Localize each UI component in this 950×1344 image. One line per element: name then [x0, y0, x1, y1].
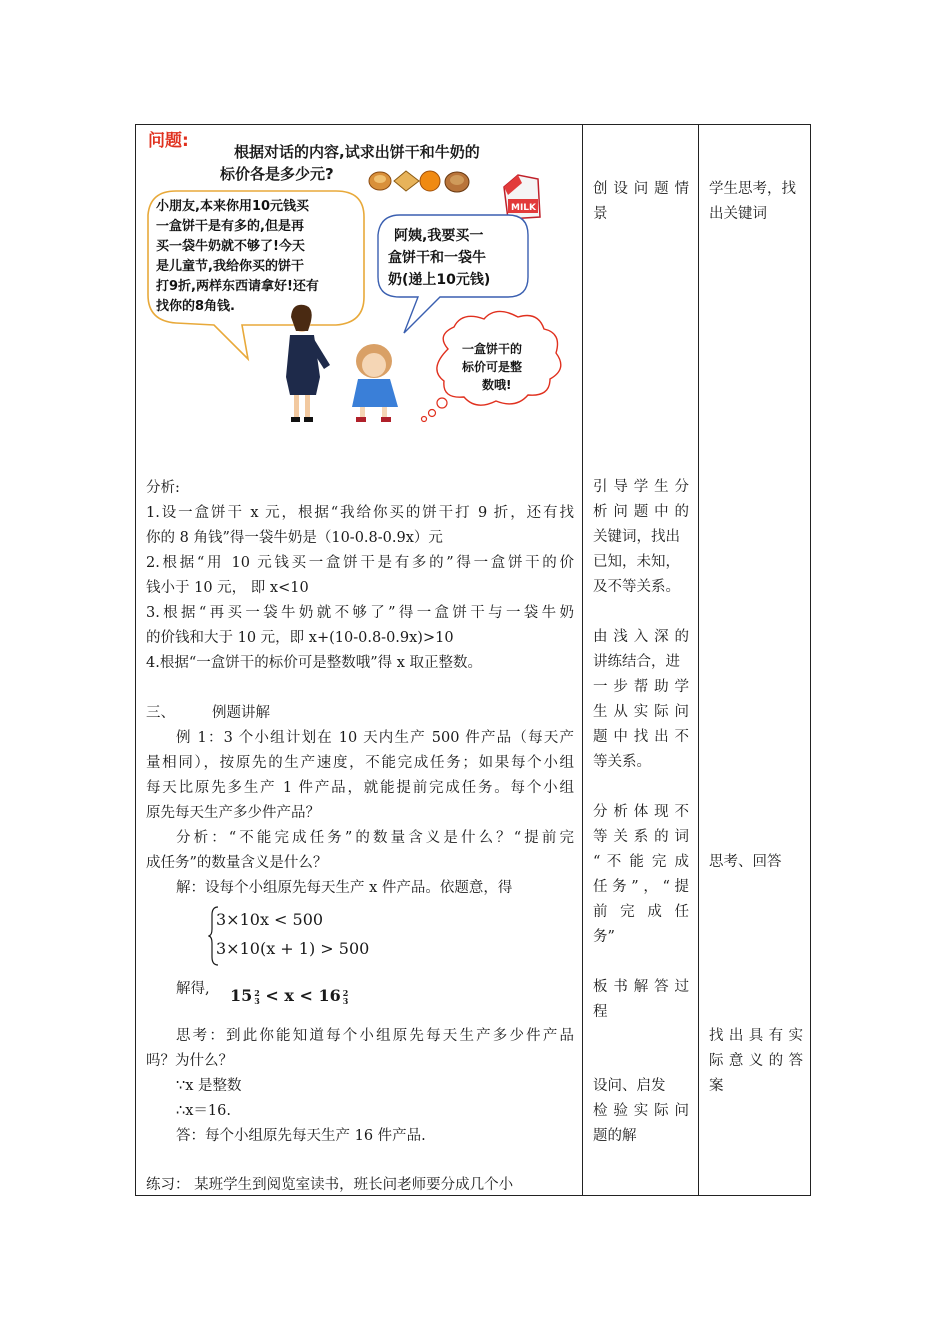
student-line: 学生思考，找 — [709, 181, 796, 197]
speech-line: 盒饼干和一袋牛 — [388, 250, 486, 266]
speech-line: 阿姨,我要买一 — [394, 228, 484, 244]
example-line: 解：设每个小组原先每天生产 x 件产品。依题意，得 — [176, 880, 513, 896]
activity-line: 前 完 成 任 — [593, 904, 689, 920]
think-line: ∵x 是整数 — [176, 1078, 242, 1094]
speech-line: 小朋友,本来你用10元钱买 — [156, 199, 310, 214]
thought-line: 标价可是整 — [462, 360, 523, 374]
fraction: 2 3 — [342, 987, 349, 1006]
activity-line: 一 步 帮 助 学 — [593, 679, 689, 695]
analysis-line: 钱小于 10 元， 即 x<10 — [146, 580, 309, 596]
student-line: 际 意 义 的 答 — [709, 1053, 803, 1069]
activity-line: 引 导 学 生 分 — [593, 479, 689, 495]
biscuit-icon — [394, 171, 419, 191]
problem-title: 标价各是多少元? — [220, 165, 334, 183]
problem-label: 问题: — [148, 131, 189, 151]
analysis-heading: 分析: — [146, 480, 180, 496]
think-line: 吗？为什么？ — [146, 1053, 233, 1069]
student-line: 案 — [709, 1078, 724, 1094]
fraction: 2 3 — [254, 987, 260, 1006]
think-line: 答：每个小组原先每天生产 16 件产品. — [176, 1128, 426, 1144]
activity-line: 等关系。 — [593, 754, 651, 770]
analysis-line: 你的 8 角钱”得一袋牛奶是（10-0.8-0.9x）元 — [146, 530, 443, 546]
section-number: 三、 — [146, 705, 175, 721]
student-activity-column — [699, 125, 811, 1195]
activity-line: 及不等关系。 — [593, 579, 680, 595]
example-line: 每天比原先多生产 1 件产品，就能提前完成任务。每个小组 — [146, 780, 574, 796]
activity-line: 务” — [593, 929, 615, 945]
think-line: 思考：到此你能知道每个小组原先每天生产多少件产品 — [176, 1028, 574, 1044]
example-line: 例 1：3 个小组计划在 10 天内生产 500 件产品（每天产 — [176, 730, 574, 746]
cookie-icon — [445, 172, 469, 192]
activity-line: 任务”，“提 — [593, 879, 689, 895]
problem-title: 根据对话的内容,试求出饼干和牛奶的 — [234, 143, 480, 161]
activity-line: 由 浅 入 深 的 — [593, 629, 689, 645]
orange-icon — [420, 171, 440, 191]
thought-line: 数哦! — [482, 378, 512, 392]
milk-label: MILK — [511, 203, 537, 213]
student-line: 出关键词 — [709, 206, 767, 222]
teacher-activity-column — [583, 125, 698, 1195]
student-line: 找 出 具 有 实 — [709, 1028, 803, 1044]
activity-line: 讲练结合，进 — [593, 654, 680, 670]
activity-line: 创 设 问 题 情 — [593, 181, 689, 197]
activity-line: 生 从 实 际 问 — [593, 704, 689, 720]
mooncake-icon — [369, 172, 391, 190]
analysis-line: 4.根据“一盒饼干的标价可是整数哦”得 x 取正整数。 — [146, 655, 483, 671]
activity-line: “ 不 能 完 成 — [593, 854, 689, 870]
milk-carton-icon — [504, 175, 540, 219]
example-line: 分析：“不能完成任务”的数量含义是什么？“提前完 — [176, 830, 574, 846]
activity-line: 关键词，找出 — [593, 529, 680, 545]
analysis-line: 的价钱和大于 10 元，即 x+(10-0.8-0.9x)>10 — [146, 630, 454, 646]
result-mid: < x < 16 — [265, 986, 341, 1005]
speech-line: 买一袋牛奶就不够了!今天 — [156, 239, 305, 254]
inequality-1: 3×10x < 500 — [216, 910, 324, 929]
activity-line: 析 问 题 中 的 — [593, 504, 689, 520]
speech-line: 找你的8角钱. — [156, 299, 235, 314]
analysis-line: 2.根据“用 10 元钱买一盒饼干是有多的”得一盒饼干的价 — [146, 555, 574, 571]
result-left: 15 — [230, 986, 253, 1005]
example-line: 量相同），按原先的生产速度，不能完成任务；如果每个小组 — [146, 755, 574, 771]
analysis-line: 3.根据“再买一袋牛奶就不够了”得一盒饼干与一袋牛奶 — [146, 605, 574, 621]
solution-range — [230, 983, 348, 1008]
activity-line: 分 析 体 现 不 — [593, 804, 689, 820]
activity-line: 检 验 实 际 问 — [593, 1103, 689, 1119]
activity-line: 等 关 系 的 词 — [593, 829, 689, 845]
student-line: 思考、回答 — [709, 854, 782, 870]
practice-line: 练习： 某班学生到阅览室读书，班长问老师要分成几个小 — [146, 1177, 514, 1193]
example-line: 原先每天生产多少件产品？ — [146, 805, 320, 821]
activity-line: 已知，未知， — [593, 554, 680, 570]
child-figure — [352, 344, 398, 422]
example-line: 成任务”的数量含义是什么？ — [146, 855, 328, 871]
inequality-2: 3×10(x + 1) > 500 — [216, 939, 370, 958]
analysis-line: 1.设一盒饼干 x 元，根据“我给你买的饼干打 9 折，还有找 — [146, 505, 574, 521]
activity-line: 题的解 — [593, 1128, 637, 1144]
section-title: 例题讲解 — [212, 705, 270, 721]
activity-line: 板 书 解 答 过 — [593, 979, 689, 995]
think-line: ∴x＝16. — [176, 1103, 231, 1119]
content-column — [136, 125, 582, 1195]
speech-line: 奶(递上10元钱) — [388, 272, 491, 288]
speech-line: 打9折,两样东西请拿好!还有 — [156, 279, 319, 294]
activity-line: 设问、启发 — [593, 1078, 666, 1094]
thought-line: 一盒饼干的 — [462, 342, 523, 356]
speech-line: 一盒饼干是有多的,但是再 — [156, 219, 304, 234]
activity-line: 程 — [593, 1004, 608, 1020]
solve-label: 解得, — [176, 981, 210, 997]
activity-line: 景 — [593, 206, 608, 222]
activity-line: 题 中 找 出 不 — [593, 729, 689, 745]
lesson-table — [135, 124, 811, 1196]
speech-line: 是儿童节,我给你买的饼干 — [156, 259, 304, 274]
